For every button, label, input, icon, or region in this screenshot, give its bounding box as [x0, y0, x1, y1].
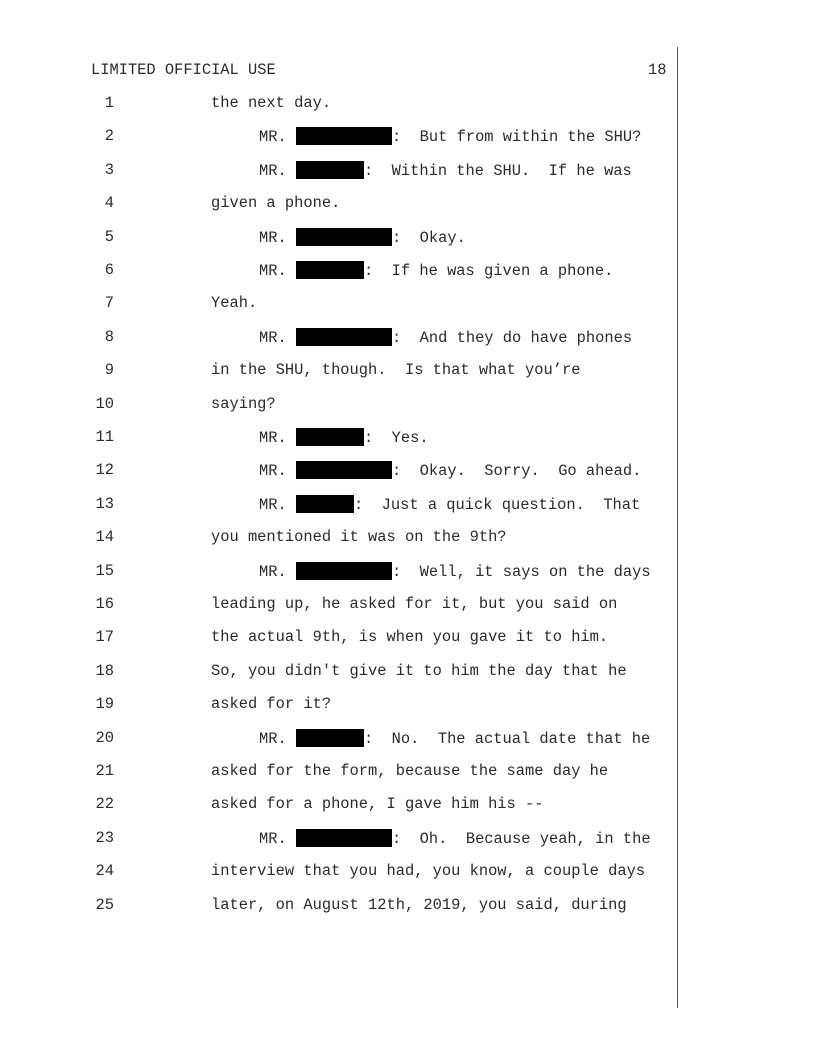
page-number: 18	[648, 61, 667, 79]
speaker-prefix: MR.	[259, 161, 296, 180]
line-body: the next day.	[211, 94, 332, 112]
speaker-prefix: MR.	[259, 228, 296, 247]
line-number: 1	[104, 94, 114, 112]
line-body: : And they do have phones	[391, 328, 633, 347]
line-number: 10	[95, 394, 114, 413]
line-text	[259, 829, 651, 848]
line-body: in the SHU, though. Is that what you’re	[211, 361, 581, 380]
line-text	[211, 528, 507, 546]
speaker-prefix: MR.	[259, 429, 296, 447]
line-text	[259, 261, 613, 280]
line-text	[211, 896, 627, 914]
redaction-bar	[296, 127, 392, 145]
redaction-bar	[296, 328, 392, 346]
line-body: : No. The actual date that he	[363, 729, 651, 748]
line-number: 17	[95, 628, 114, 647]
line-text	[259, 428, 429, 447]
line-number: 8	[104, 327, 114, 346]
redaction-bar	[296, 829, 392, 847]
line-body: given a phone.	[211, 194, 341, 213]
line-text	[211, 762, 608, 780]
line-body: asked for the form, because the same day he	[211, 762, 609, 780]
line-body: : If he was given a phone.	[363, 262, 614, 280]
line-body: : Yes.	[363, 429, 429, 447]
line-number: 21	[95, 762, 114, 780]
line-text	[259, 328, 632, 347]
redaction-bar	[296, 261, 364, 279]
redaction-bar	[296, 562, 392, 580]
speaker-prefix: MR.	[259, 128, 296, 147]
line-body: asked for a phone, I gave him his --	[211, 795, 544, 814]
line-text	[211, 662, 627, 680]
line-text	[211, 695, 331, 713]
line-body: : Okay.	[391, 228, 466, 247]
line-body: leading up, he asked for it, but you said on	[211, 595, 618, 613]
line-body: : Well, it says on the days	[391, 562, 651, 581]
line-text	[211, 395, 276, 413]
line-text	[211, 795, 544, 813]
line-number: 4	[104, 194, 114, 213]
line-text	[211, 595, 617, 613]
line-text	[259, 461, 641, 480]
line-number: 12	[95, 461, 114, 480]
line-number: 25	[95, 895, 114, 914]
right-margin-rule	[677, 47, 678, 1008]
redaction-bar	[296, 729, 364, 747]
line-number: 20	[95, 728, 114, 747]
line-text	[211, 294, 257, 312]
line-body: the actual 9th, is when you gave it to him.	[211, 628, 609, 647]
line-number: 5	[104, 227, 114, 246]
line-number: 2	[104, 127, 114, 146]
line-number: 6	[104, 261, 114, 279]
line-number: 19	[95, 695, 114, 714]
speaker-prefix: MR.	[259, 562, 296, 581]
line-body: asked for it?	[211, 695, 332, 714]
redaction-bar	[296, 428, 364, 446]
line-text	[259, 127, 641, 146]
line-text	[211, 862, 645, 880]
line-body: Yeah.	[211, 294, 258, 313]
speaker-prefix: MR.	[259, 829, 296, 848]
line-body: So, you didn't give it to him the day that he	[211, 661, 627, 680]
line-number: 15	[95, 561, 114, 580]
line-number: 22	[95, 795, 114, 814]
line-body: : Within the SHU. If he was	[363, 161, 632, 180]
line-number: 23	[95, 828, 114, 847]
speaker-prefix: MR.	[259, 495, 296, 514]
line-text	[259, 729, 650, 748]
line-body: : Just a quick question. That	[353, 495, 641, 514]
line-text	[259, 161, 632, 180]
line-body: : Okay. Sorry. Go ahead.	[391, 462, 642, 481]
line-body: saying?	[211, 394, 276, 413]
speaker-prefix: MR.	[259, 462, 296, 481]
line-number: 24	[95, 862, 114, 881]
redaction-bar	[296, 228, 392, 246]
line-number: 16	[95, 595, 114, 613]
line-body: interview that you had, you know, a couple days	[211, 862, 646, 881]
line-text	[259, 562, 651, 581]
line-number: 18	[95, 661, 114, 680]
speaker-prefix: MR.	[259, 262, 296, 280]
line-text	[211, 194, 340, 212]
line-number: 3	[104, 160, 114, 179]
line-text	[211, 628, 608, 646]
line-body: : Oh. Because yeah, in the	[391, 829, 651, 848]
redaction-bar	[296, 461, 392, 479]
line-number: 9	[104, 361, 114, 380]
speaker-prefix: MR.	[259, 328, 296, 347]
line-body: : But from within the SHU?	[391, 128, 642, 147]
line-number: 13	[95, 494, 114, 513]
redaction-bar	[296, 161, 364, 179]
line-number: 14	[95, 528, 114, 547]
line-text	[259, 228, 466, 247]
line-number: 11	[95, 428, 114, 446]
line-body: you mentioned it was on the 9th?	[211, 528, 507, 547]
line-text	[211, 361, 580, 379]
line-text	[259, 495, 640, 514]
redaction-bar	[296, 495, 354, 513]
line-body: later, on August 12th, 2019, you said, during	[211, 895, 627, 914]
speaker-prefix: MR.	[259, 729, 296, 748]
line-number: 7	[104, 294, 114, 313]
line-text	[211, 94, 331, 112]
page-header-classification: LIMITED OFFICIAL USE	[91, 61, 276, 79]
